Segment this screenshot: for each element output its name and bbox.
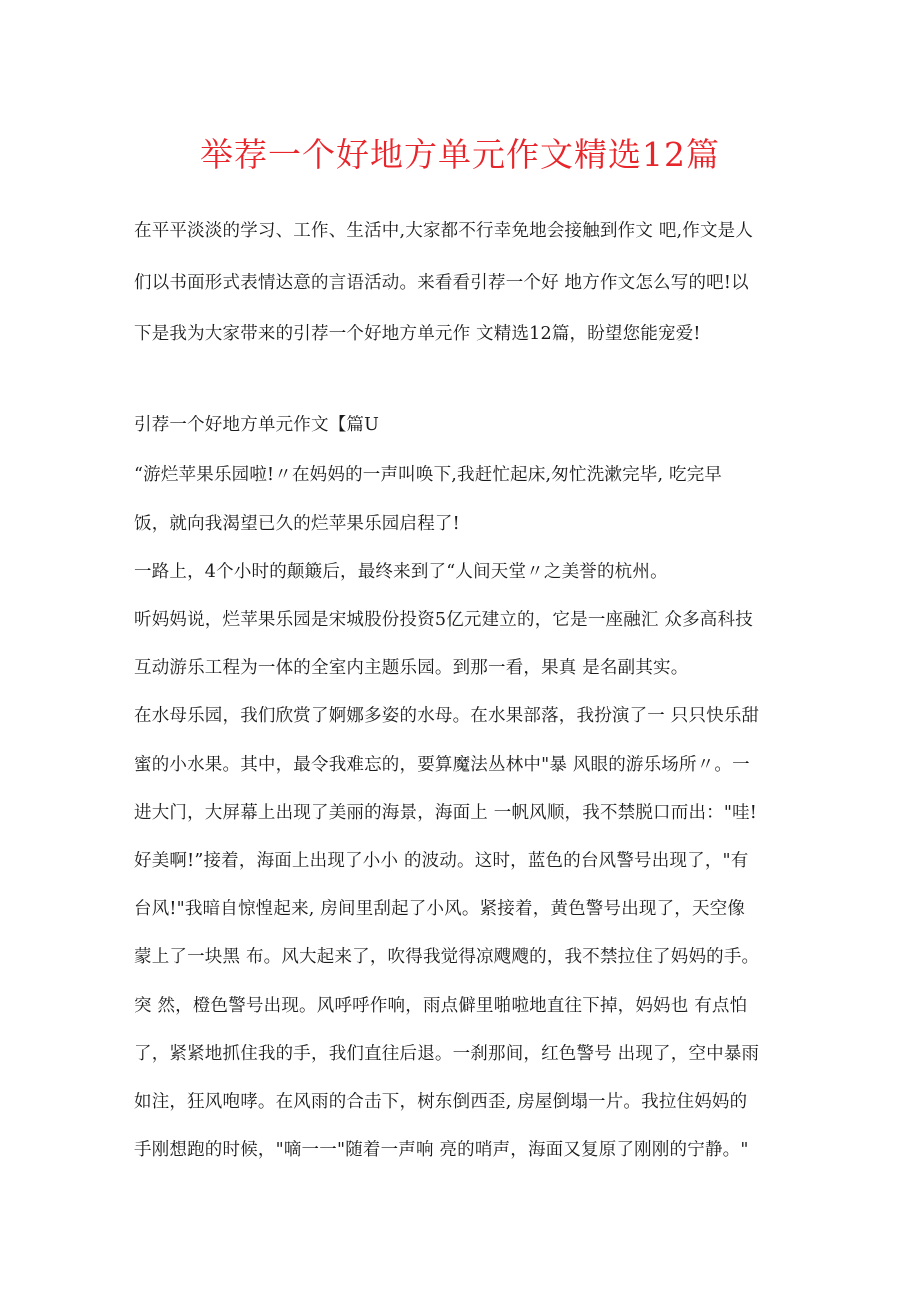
intro-line: 在平平淡淡的学习、工作、生活中,大家都不行幸免地会接触到作文 吧,作文是人 xyxy=(134,221,754,241)
body-line: 互动游乐工程为一体的全室内主题乐园。到那一看，果真 是名副其实。 xyxy=(134,658,689,678)
body-line: 如注，狂风咆哮。在风雨的合击下，树东倒西歪, 房屋倒塌一片。我拉住妈妈的 xyxy=(134,1092,748,1112)
body-line: 听妈妈说，烂苹果乐园是宋城股份投资5亿元建立的，它是一座融汇 众多高科技 xyxy=(134,610,753,630)
body-line: 进大门，大屏幕上出现了美丽的海景，海面上 一帆风顺，我不禁脱口而出："哇! xyxy=(134,803,758,823)
document-title: 举荐一个好地方单元作文精选12篇 xyxy=(200,135,720,174)
body-line: 一路上，4个小时的颠簸后，最终来到了“人间天堂〃之美誉的杭州。 xyxy=(134,562,668,582)
section-heading: 引荐一个好地方单元作文【篇U xyxy=(134,415,380,435)
body-line: 在水母乐园，我们欣赏了婀娜多姿的水母。在水果部落，我扮演了一 只只快乐甜 xyxy=(134,706,760,726)
body-line: 突 然，橙色警号出现。风呼呼作响，雨点僻里啪啦地直往下掉，妈妈也 有点怕 xyxy=(134,996,748,1016)
intro-line: 下是我为大家带来的引荐一个好地方单元作 文精选12篇，盼望您能宠爱! xyxy=(134,324,701,344)
intro-line: 们以书面形式表情达意的言语活动。来看看引荐一个好 地方作文怎么写的吧!以 xyxy=(134,273,749,293)
body-line: 饭，就向我渴望已久的烂苹果乐园启程了! xyxy=(134,514,460,534)
body-line: 手刚想跑的时候，"嘀一一"随着一声响 亮的哨声，海面又复原了刚刚的宁静。" xyxy=(134,1140,749,1160)
body-line: 台风!"我暗自惊惶起来, 房间里刮起了小风。紧接着，黄色警号出现了，天空像 xyxy=(134,899,746,919)
body-line: “游烂苹果乐园啦!〃在妈妈的一声叫唤下,我赶忙起床,匆忙洗漱完毕, 吃完早 xyxy=(134,465,723,485)
body-line: 好美啊!”接着，海面上出现了小小 的波动。这时，蓝色的台风警号出现了，"有 xyxy=(134,851,749,871)
body-line: 蜜的小水果。其中，最令我难忘的，要算魔法丛林中"暴 风眼的游乐场所〃。一 xyxy=(134,755,750,775)
body-line: 了，紧紧地抓住我的手，我们直往后退。一刹那间，红色警号 出现了，空中暴雨 xyxy=(134,1044,760,1064)
body-line: 蒙上了一块黑 布。风大起来了，吹得我觉得凉飕飕的，我不禁拉住了妈妈的手。 xyxy=(134,947,760,967)
